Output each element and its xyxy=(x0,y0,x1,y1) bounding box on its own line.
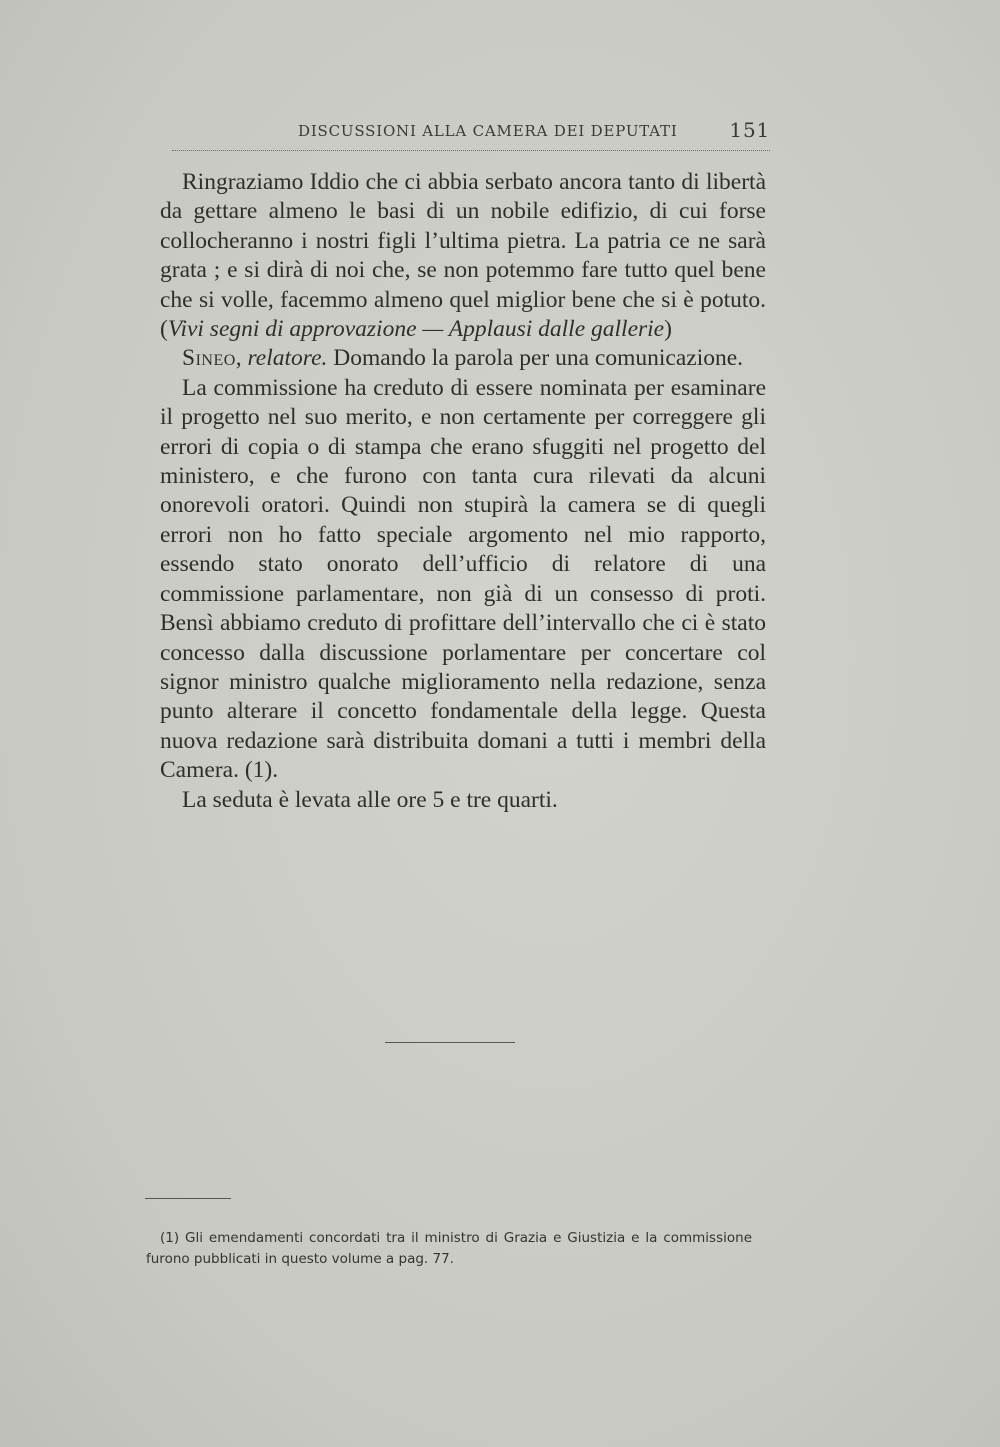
paragraph-closing-speech xyxy=(160,168,766,344)
paragraph-text: Domando la parola per una comunicazione. xyxy=(333,345,744,372)
page-number: 151 xyxy=(729,118,770,142)
body-text xyxy=(160,168,766,815)
paragraph-speaker-request: Sineo, relatore. Domando la parola per una comunicazione. xyxy=(182,345,744,372)
speaker-name: Sineo xyxy=(182,345,236,372)
footnote-text: Gli emendamenti concordati tra il ministro di Grazia e Giustizia e la commissione furono pubblicati in questo volume a pag. 77. xyxy=(146,1230,752,1267)
paragraph-session-closed: La seduta è levata alle ore 5 e tre quarti. xyxy=(182,786,558,813)
section-divider xyxy=(385,1042,515,1043)
footnote-marker: (1) xyxy=(160,1230,180,1246)
paragraph-commission-statement: La commissione ha creduto di essere nominata per esaminare il progetto nel suo merito, e non certamente per correggere gli errori di copia o di stampa che erano sfuggiti nel progetto del ministero, e che furono con tanta cura rilevati da alcuni onorevoli oratori. Quindi non stupirà la camera se di quegli errori non ho fatto speciale argomento nel mio rapporto, essendo stato onorato dell’ufficio di relatore di una commissione parlamentare, non già di un consesso di proti. Bensì abbiamo creduto di profittare dell’intervallo che ci è stato concesso dalla discussione porlamentare per concertare col signor ministro qualche miglioramento nella redazione, senza punto alterare il concetto fondamentale della legge. Questa nuova redazione sarà distribuita domani a tutti i membri della Camera. (1). xyxy=(160,374,766,784)
header-divider xyxy=(172,150,770,151)
footnote xyxy=(146,1228,752,1270)
running-title: DISCUSSIONI ALLA CAMERA DEI DEPUTATI xyxy=(298,122,678,140)
speaker-role: relatore. xyxy=(247,345,328,372)
closing-parenthesis: ) xyxy=(664,316,672,343)
footnote-divider xyxy=(145,1198,231,1199)
paragraph-text: Ringraziamo Iddio che ci abbia serbato ancora tanto di libertà da gettare almeno le basi di un nobile edifizio, di cui forse collocheranno i nostri figli l’ultima pietra. La patria ce ne sarà grata ; e si dirà di noi che, se non potemmo fare tutto quel bene che si volle, facemmo almeno quel miglior bene che si è potuto. ( xyxy=(160,169,766,343)
stage-direction: Vivi segni di approvazione — Applausi dalle gallerie xyxy=(167,316,665,343)
